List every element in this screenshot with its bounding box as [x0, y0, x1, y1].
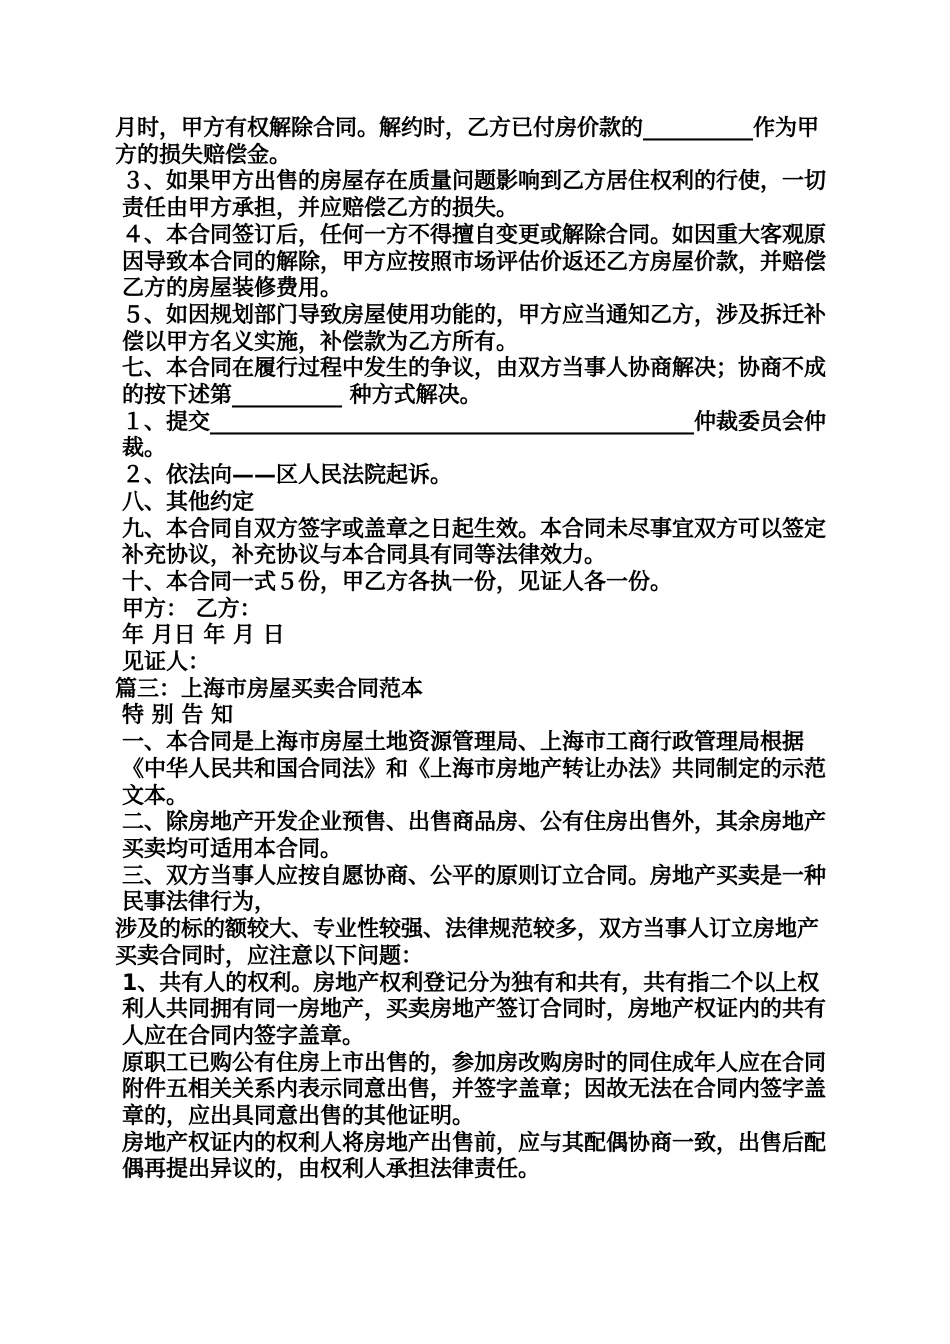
paragraph-effective-date: 九、本合同自双方签字或盖章之日起生效。本合同未尽事宜双方可以签定补充协议，补充协议与本合同具有同等法律效力。 — [122, 516, 827, 569]
paragraph-notice-three-continued: 涉及的标的额较大、专业性较强、法律规范较多，双方当事人订立房地产买卖合同时，应注意以下问题： — [115, 917, 820, 969]
section-heading-part-three: 篇三：上海市房屋买卖合同范本 — [115, 676, 424, 702]
paragraph-no-unilateral-change: ４、本合同签订后，任何一方不得擅自变更或解除合同。如因重大客观原因导致本合同的解除，甲方应按照市场评估价返还乙方房屋价款，并赔偿乙方的房屋装修费用。 — [122, 222, 827, 302]
paragraph-dispute-resolution: 七、本合同在履行过程中发生的争议，由双方当事人协商解决；协商不成的按下述第__________ 种方式解决。 — [122, 356, 827, 409]
document-body — [115, 116, 835, 1184]
paragraph-public-housing: 原职工已购公有住房上市出售的，参加房改购房时的同住成年人应在合同附件五相关关系内表示同意出售，并签字盖章；因故无法在合同内签字盖章的，应出具同意出售的其他证明。 — [122, 1050, 827, 1130]
paragraph-arbitration-option: １、提交____________________________________________仲裁委员会仲裁。 — [122, 409, 827, 462]
paragraph-witness: 见证人： — [122, 650, 211, 676]
paragraph-notice-one: 一、本合同是上海市房屋土地资源管理局、上海市工商行政管理局根据《中华人民共和国合同法》和《上海市房地产转让办法》共同制定的示范文本。 — [122, 730, 827, 809]
paragraph-quality-liability: ３、如果甲方出售的房屋存在质量问题影响到乙方居住权利的行使，一切责任由甲方承担，并应赔偿乙方的损失。 — [122, 169, 827, 222]
special-notice-heading: 特 别 告 知 — [122, 703, 233, 729]
paragraph-termination-clause: 月时，甲方有权解除合同。解约时，乙方已付房价款的__________作为甲方的损失赔偿金。 — [115, 116, 820, 168]
paragraph-copies: 十、本合同一式５份，甲乙方各执一份，见证人各一份。 — [122, 569, 673, 595]
paragraph-co-owner-rights: 1、共有人的权利。房地产权利登记分为独有和共有，共有指二个以上权利人共同拥有同一房地产，买卖房地产签订合同时，房地产权证内的共有人应在合同内签字盖章。 — [122, 970, 827, 1049]
paragraph-court-option: ２、依法向——区人民法院起诉。 — [122, 463, 453, 489]
paragraph-notice-two: 二、除房地产开发企业预售、出售商品房、公有住房出售外，其余房地产买卖均可适用本合同。 — [122, 810, 827, 862]
paragraph-spouse-consent: 房地产权证内的权利人将房地产出售前，应与其配偶协商一致，出售后配偶再提出异议的，由权利人承担法律责任。 — [122, 1130, 827, 1183]
paragraph-planning-demolition: ５、如因规划部门导致房屋使用功能的，甲方应当通知乙方，涉及拆迁补偿以甲方名义实施，补偿款为乙方所有。 — [122, 302, 827, 355]
paragraph-signature-dates: 年 月日 年 月 日 — [122, 623, 285, 649]
paragraph-parties-signature: 甲方： 乙方： — [122, 596, 262, 622]
paragraph-other-terms: 八、其他约定 — [122, 489, 255, 515]
paragraph-notice-three: 三、双方当事人应按自愿协商、公平的原则订立合同。房地产买卖是一种民事法律行为， — [122, 863, 827, 916]
